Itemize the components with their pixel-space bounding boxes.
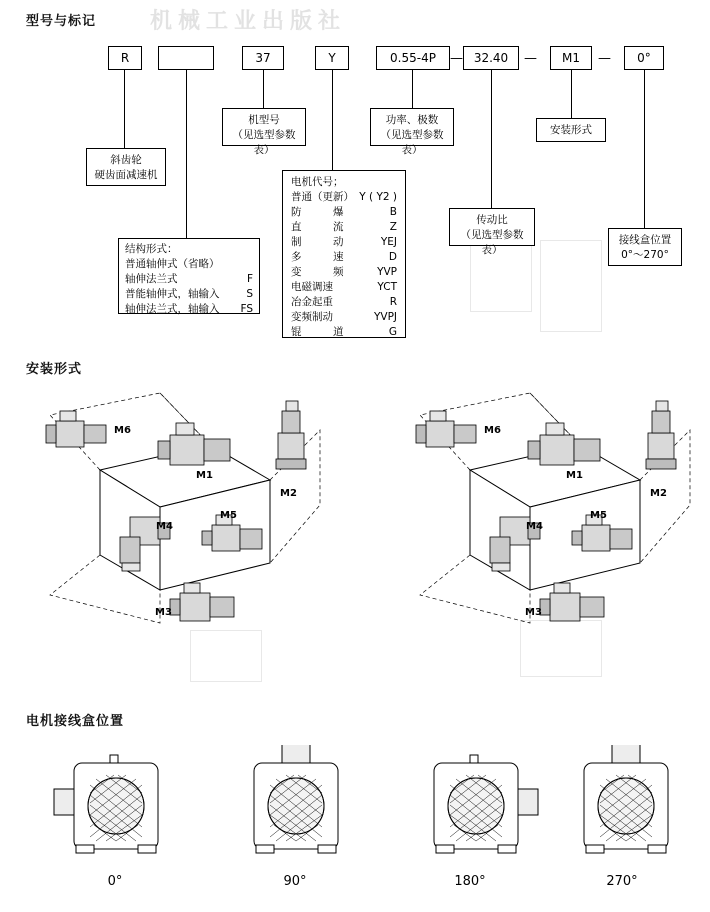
mounting-label-left-m6: M6 bbox=[114, 425, 131, 436]
note-ratio bbox=[449, 208, 535, 256]
mounting-diagram-right bbox=[390, 385, 710, 655]
ghost-watermark-top: 机械工业出版社 bbox=[150, 9, 347, 34]
mounting-label-right-m5: M5 bbox=[590, 510, 607, 521]
code-box-series[interactable]: R bbox=[108, 46, 142, 70]
note-terminal-pos-line2: 0°～270° bbox=[621, 249, 669, 261]
structure-row: 轴伸法兰式 F bbox=[125, 273, 253, 285]
terminal-label-180: 180° bbox=[454, 874, 486, 889]
motor-code-row: 直 流 Z bbox=[291, 221, 397, 233]
note-ratio-line1: 传动比 bbox=[476, 214, 508, 226]
mounting-label-left-m5: M5 bbox=[220, 510, 237, 521]
note-power bbox=[370, 108, 454, 156]
mounting-diagram-right-svg bbox=[390, 385, 710, 655]
note-ratio-line2: （见选型参数表） bbox=[460, 229, 524, 256]
terminal-view-270 bbox=[560, 745, 690, 864]
note-structure-title: 结构形式： bbox=[125, 243, 178, 255]
structure-row: 轴伸法兰式，轴输入 FS bbox=[125, 303, 253, 315]
mounting-label-left-m1: M1 bbox=[196, 470, 213, 481]
terminal-label-0: 0° bbox=[107, 874, 123, 889]
note-terminal-pos bbox=[608, 228, 682, 266]
note-mount-form bbox=[536, 118, 606, 142]
code-box-power-poles[interactable]: 0.55-4P bbox=[376, 46, 450, 70]
mounting-label-left-m4: M4 bbox=[156, 521, 173, 532]
mounting-diagram-left bbox=[20, 385, 340, 655]
motor-code-row: 多 速 D bbox=[291, 251, 397, 263]
note-terminal-pos-line1: 接线盒位置 bbox=[618, 234, 672, 246]
terminal-view-180-svg bbox=[410, 745, 540, 860]
code-box-structure[interactable] bbox=[158, 46, 214, 70]
code-box-mount-form[interactable]: M1 bbox=[550, 46, 592, 70]
ghost-shape-2 bbox=[540, 240, 602, 332]
mounting-diagram-left-svg bbox=[20, 385, 340, 655]
terminal-view-0-svg bbox=[50, 745, 180, 860]
mounting-label-right-m3: M3 bbox=[525, 607, 542, 618]
note-frame bbox=[222, 108, 306, 156]
separator-dash-1: — bbox=[450, 51, 463, 66]
leader-series bbox=[124, 70, 125, 148]
note-mount-form-line1: 安装形式 bbox=[550, 124, 592, 136]
mounting-label-right-m6: M6 bbox=[484, 425, 501, 436]
structure-row: 普能轴伸式，轴输入 S bbox=[125, 288, 253, 300]
leader-ratio bbox=[491, 70, 492, 208]
mounting-label-right-m2: M2 bbox=[650, 488, 667, 499]
note-series bbox=[86, 148, 166, 186]
mounting-label-left-m3: M3 bbox=[155, 607, 172, 618]
code-box-frame[interactable]: 37 bbox=[242, 46, 284, 70]
motor-code-row: 变 频 YVP bbox=[291, 266, 397, 278]
leader-power bbox=[412, 70, 413, 108]
note-series-line2: 硬齿面减速机 bbox=[94, 169, 158, 181]
note-motor-code-title: 电机代号； bbox=[291, 176, 344, 188]
mounting-label-left-m2: M2 bbox=[280, 488, 297, 499]
terminal-view-270-svg bbox=[560, 745, 690, 860]
terminal-view-0 bbox=[50, 745, 180, 864]
note-frame-line1: 机型号 bbox=[248, 114, 280, 126]
terminal-label-270: 270° bbox=[606, 874, 638, 889]
code-box-ratio[interactable]: 32.40 bbox=[463, 46, 519, 70]
terminal-view-90 bbox=[230, 745, 360, 864]
terminal-view-90-svg bbox=[230, 745, 360, 860]
leader-structure bbox=[186, 70, 187, 238]
note-motor-code bbox=[282, 170, 406, 338]
separator-dash-3: — bbox=[598, 51, 611, 66]
leader-mount-form bbox=[571, 70, 572, 118]
section-title-model-code: 型号与标记 bbox=[26, 14, 97, 29]
note-structure bbox=[118, 238, 260, 314]
leader-motor bbox=[332, 70, 333, 170]
motor-code-row: 锟 道 G bbox=[291, 326, 397, 338]
leader-terminal-pos bbox=[644, 70, 645, 228]
mounting-label-right-m4: M4 bbox=[526, 521, 543, 532]
mounting-label-right-m1: M1 bbox=[566, 470, 583, 481]
note-power-line1: 功率、极数 bbox=[385, 114, 439, 126]
motor-code-row: 防 爆 B bbox=[291, 206, 397, 218]
structure-row: 普通轴伸式（省略） bbox=[125, 258, 220, 270]
terminal-view-180 bbox=[410, 745, 540, 864]
motor-code-row: 冶金起重 R bbox=[291, 296, 397, 308]
note-frame-line2: （见选型参数表） bbox=[232, 129, 296, 156]
code-box-terminal-pos[interactable]: 0° bbox=[624, 46, 664, 70]
note-power-line2: （见选型参数表） bbox=[380, 129, 444, 156]
note-series-line1: 斜齿轮 bbox=[110, 154, 142, 166]
motor-code-row: 电磁调速 YCT bbox=[291, 281, 397, 293]
motor-code-row: 普通（更新） Y ( Y2 ) bbox=[291, 191, 397, 203]
code-box-motor-code[interactable]: Y bbox=[315, 46, 349, 70]
section-title-mounting: 安装形式 bbox=[26, 362, 83, 377]
separator-dash-2: — bbox=[524, 51, 537, 66]
terminal-label-90: 90° bbox=[283, 874, 307, 889]
motor-code-row: 制 动 YEJ bbox=[291, 236, 397, 248]
leader-frame bbox=[263, 70, 264, 108]
section-title-terminal: 电机接线盒位置 bbox=[26, 714, 125, 729]
motor-code-row: 变频制动 YVPJ bbox=[291, 311, 397, 323]
